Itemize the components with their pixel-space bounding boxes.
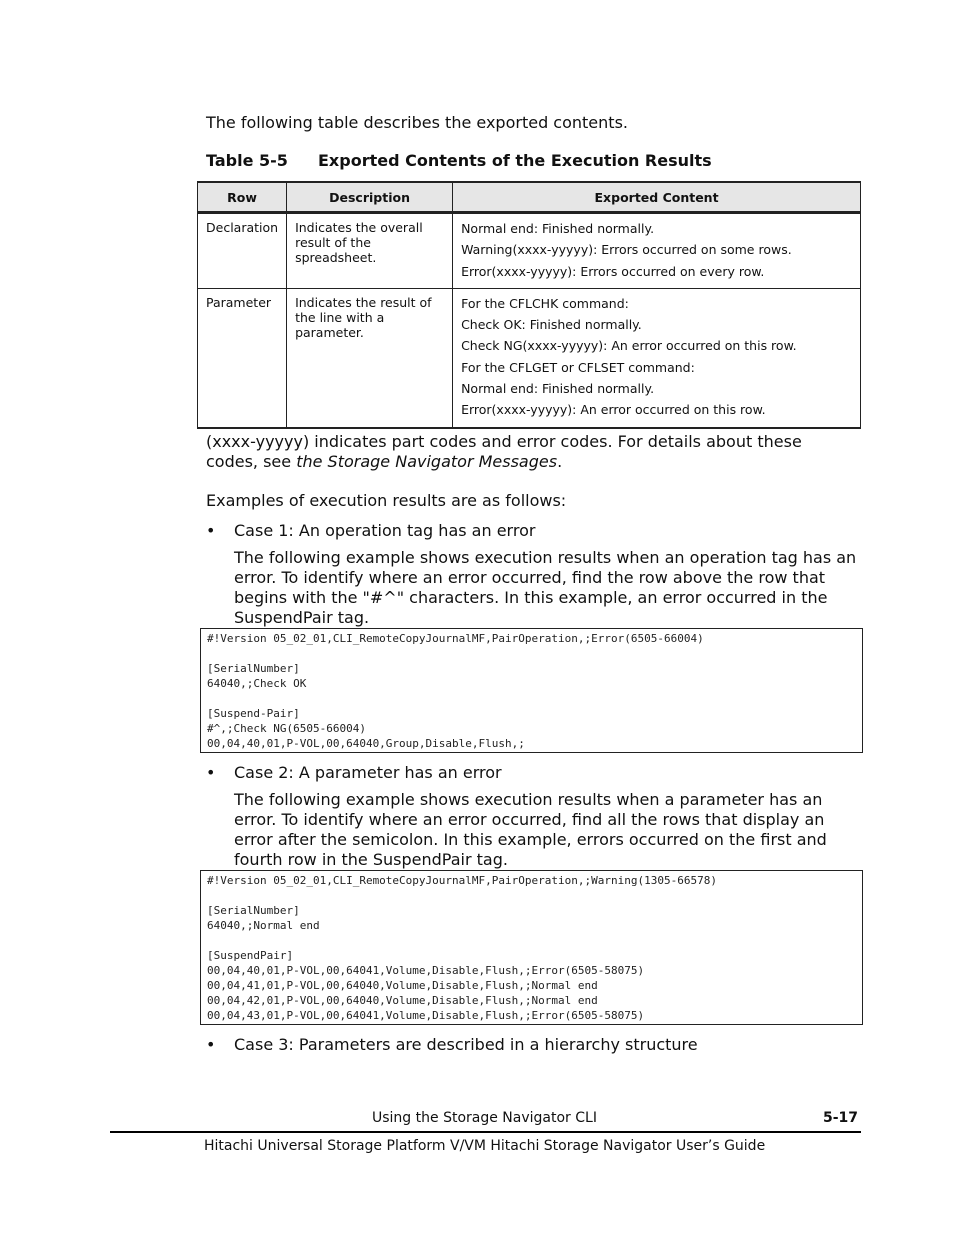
case-1-code: #!Version 05_02_01,CLI_RemoteCopyJournalMF,PairOperation,;Error(6505-66004) [SerialNumber] 64040,;Check OK [Suspend-Pair] #^,;Check NG(6505-66004) 00,04,40,01,P-VOL,00,64040,Group,Disable,Flush,; xyxy=(200,628,863,753)
case-3-title: Case 3: Parameters are described in a hierarchy structure xyxy=(234,1035,698,1054)
note-end: . xyxy=(557,452,563,471)
header-row: Row xyxy=(198,182,287,213)
content-line: Check OK: Finished normally. xyxy=(461,317,642,333)
case-1-bullet xyxy=(206,521,535,540)
note-paragraph xyxy=(206,432,846,472)
case-2-code: #!Version 05_02_01,CLI_RemoteCopyJournalMF,PairOperation,;Warning(1305-66578) [SerialNumber] 64040,;Normal end [SuspendPair] 00,04,40,01,P-VOL,00,64041,Volume,Disable,Flush,;Error(6505-58075) 00,04,41,01,P-VOL,00,64040,Volume,Disable,Flush,;Normal end 00,04,42,01,P-VOL,00,64040,Volume,Disable,Flush,;Normal end 00,04,43,01,P-VOL,00,64041,Volume,Disable,Flush,;Error(6505-58075) xyxy=(200,870,863,1025)
note-reference: the Storage Navigator Messages xyxy=(296,452,558,471)
content-line: Normal end: Finished normally. xyxy=(461,381,655,397)
table-header-row xyxy=(198,182,861,213)
bullet-icon: • xyxy=(206,763,216,782)
footer-divider xyxy=(110,1131,861,1133)
row-content xyxy=(453,213,861,289)
row-name: Declaration xyxy=(198,213,287,289)
intro-text: The following table describes the exported contents. xyxy=(206,113,628,132)
page-number: 5-17 xyxy=(823,1110,859,1126)
exported-contents-table xyxy=(197,181,861,429)
table-caption xyxy=(206,151,712,170)
row-content xyxy=(453,288,861,427)
table-row xyxy=(198,288,861,427)
examples-intro: Examples of execution results are as follows: xyxy=(206,491,567,510)
case-1-text: The following example shows execution results when an operation tag has an error. To identify where an error occurred, find the row above the row that begins with the "#^" characters. In this example, an error occurred in the SuspendPair tag. xyxy=(234,548,857,627)
row-description: Indicates the overall result of the spreadsheet. xyxy=(287,213,453,289)
content-line: Error(xxxx-yyyyy): An error occurred on this row. xyxy=(461,402,766,418)
content-line: Warning(xxxx-yyyyy): Errors occurred on some rows. xyxy=(461,242,792,258)
case-3-bullet xyxy=(206,1035,698,1054)
case-1-title: Case 1: An operation tag has an error xyxy=(234,521,536,540)
table-title: Exported Contents of the Execution Results xyxy=(318,151,712,170)
bullet-icon: • xyxy=(206,521,216,540)
table-number: Table 5-5 xyxy=(206,151,288,170)
header-exported-content: Exported Content xyxy=(453,182,861,213)
bullet-icon: • xyxy=(206,1035,216,1054)
content-line: Normal end: Finished normally. xyxy=(461,221,655,236)
row-name: Parameter xyxy=(198,288,287,427)
case-2-bullet xyxy=(206,763,502,782)
content-line: For the CFLGET or CFLSET command: xyxy=(461,359,695,375)
content-line: Check NG(xxxx-yyyyy): An error occurred on this row. xyxy=(461,338,797,354)
case-2-title: Case 2: A parameter has an error xyxy=(234,763,502,782)
footer-section-title: Using the Storage Navigator CLI xyxy=(372,1110,597,1126)
note-text: (xxxx-yyyyy) indicates part codes and error codes. For details about these codes, see xyxy=(206,432,802,471)
content-line: Error(xxxx-yyyyy): Errors occurred on every row. xyxy=(461,263,765,279)
table-row xyxy=(198,213,861,289)
row-description: Indicates the result of the line with a parameter. xyxy=(287,288,453,427)
content-line: For the CFLCHK command: xyxy=(461,295,629,311)
footer-guide-title: Hitachi Universal Storage Platform V/VM Hitachi Storage Navigator User’s Guide xyxy=(204,1138,766,1154)
header-description: Description xyxy=(287,182,453,213)
case-2-text: The following example shows execution results when a parameter has an error. To identify where an error occurred, find all the rows that display an error after the semicolon. In this example, errors occurred on the first and fourth row in the SuspendPair tag. xyxy=(234,790,827,869)
